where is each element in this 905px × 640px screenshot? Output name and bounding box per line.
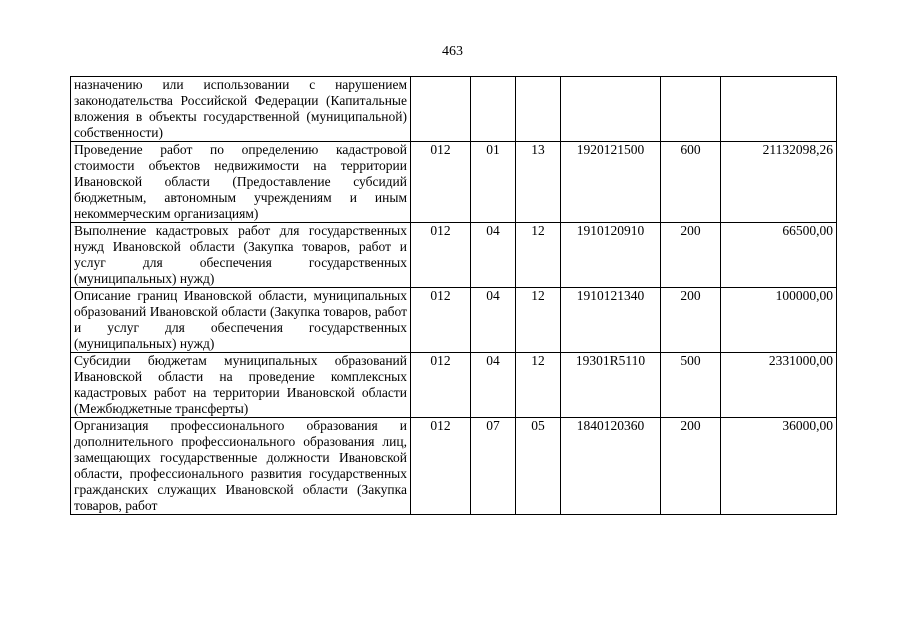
subsection-code: 12 (516, 223, 561, 288)
amount: 66500,00 (721, 223, 837, 288)
target-article-code: 1840120360 (561, 418, 661, 515)
subsection-code: 13 (516, 142, 561, 223)
amount: 100000,00 (721, 288, 837, 353)
amount: 2331000,00 (721, 353, 837, 418)
target-article-code: 1910121340 (561, 288, 661, 353)
expense-type-code (661, 77, 721, 142)
target-article-code: 1910120910 (561, 223, 661, 288)
subsection-code: 05 (516, 418, 561, 515)
row-description: Описание границ Ивановской области, муниципальных образований Ивановской области (Закупка товаров, работ и услуг для обеспечения государственных (муниципальных) нужд) (71, 288, 411, 353)
ministry-code (411, 77, 471, 142)
amount: 21132098,26 (721, 142, 837, 223)
row-description: Субсидии бюджетам муниципальных образований Ивановской области на проведение комплексных кадастровых работ на территории Ивановской области (Межбюджетные трансферты) (71, 353, 411, 418)
row-description: Выполнение кадастровых работ для государственных нужд Ивановской области (Закупка товаров, работ и услуг для обеспечения государственных (муниципальных) нужд) (71, 223, 411, 288)
subsection-code: 12 (516, 353, 561, 418)
amount (721, 77, 837, 142)
table-row (71, 223, 837, 288)
table-row (71, 353, 837, 418)
expense-type-code: 200 (661, 288, 721, 353)
expense-type-code: 200 (661, 418, 721, 515)
amount: 36000,00 (721, 418, 837, 515)
table-row (71, 288, 837, 353)
section-code: 01 (471, 142, 516, 223)
target-article-code (561, 77, 661, 142)
expense-type-code: 600 (661, 142, 721, 223)
section-code: 04 (471, 288, 516, 353)
row-description: назначению или использовании с нарушением законодательства Российской Федерации (Капитальные вложения в объекты государственной (муниципальной) собственности) (71, 77, 411, 142)
expense-type-code: 200 (661, 223, 721, 288)
page-number: 463 (442, 44, 463, 59)
target-article-code: 1920121500 (561, 142, 661, 223)
table-row (71, 418, 837, 515)
ministry-code: 012 (411, 288, 471, 353)
expense-type-code: 500 (661, 353, 721, 418)
subsection-code (516, 77, 561, 142)
section-code: 04 (471, 353, 516, 418)
table-row (71, 77, 837, 142)
budget-table (70, 76, 837, 515)
table-row (71, 142, 837, 223)
subsection-code: 12 (516, 288, 561, 353)
row-description: Проведение работ по определению кадастровой стоимости объектов недвижимости на территории Ивановской области (Предоставление субсидий бюджетным, автономным учреждениям и иным некоммерческим организациям) (71, 142, 411, 223)
ministry-code: 012 (411, 418, 471, 515)
target-article-code: 19301R5110 (561, 353, 661, 418)
section-code: 07 (471, 418, 516, 515)
ministry-code: 012 (411, 223, 471, 288)
section-code: 04 (471, 223, 516, 288)
section-code (471, 77, 516, 142)
row-description: Организация профессионального образования и дополнительного профессионального образования лиц, замещающих государственные должности Ивановской области, профессионального развития государственных гражданских служащих Ивановской области (Закупка товаров, работ (71, 418, 411, 515)
ministry-code: 012 (411, 353, 471, 418)
ministry-code: 012 (411, 142, 471, 223)
